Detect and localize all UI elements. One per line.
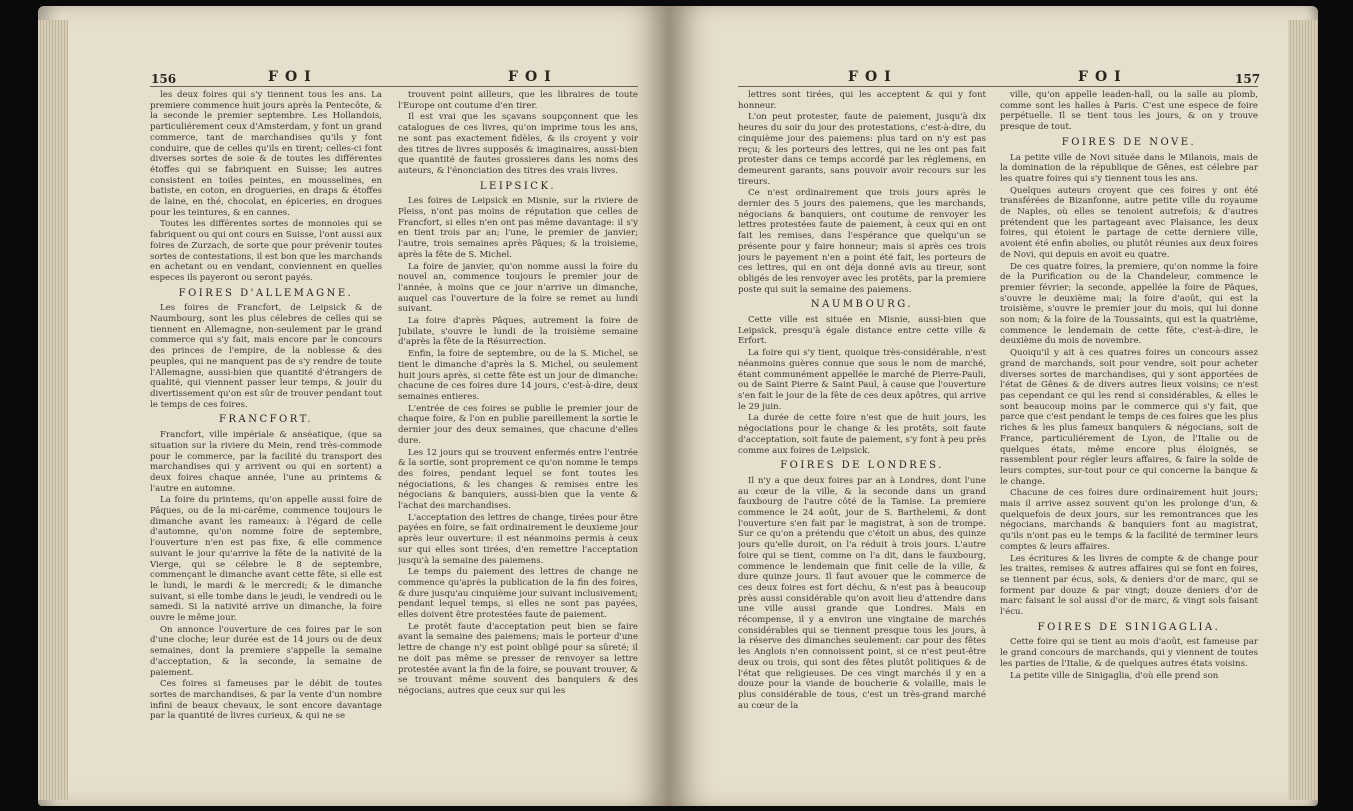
paragraph: La foire de janvier, qu'on nomme aussi la foire du nouvel an, commence toujours le premier jour de l'année, à moins que ce jour n'arrive un dimanche, auquel cas l'ouverture de la foire se remet au lundi suivant. — [398, 261, 638, 315]
section-heading: LEIPSICK. — [479, 180, 557, 192]
paragraph: La foire d'après Pâques, autrement la foire de Jubilate, s'ouvre le lundi de la troisième semaine d'après la fête de la Résurrection. — [398, 316, 638, 348]
paragraph: La petite ville de Novi située dans le Milanois, mais de la domination de la république de Gênes, est célebre par les quatre foires qui s'y tiennent tous les ans. — [1000, 152, 1258, 184]
paragraph: Les foires de Leipsick en Misnie, sur la riviere de Pleiss, n'ont pas moins de réputation que celles de Francfort, si elles n'en ont pas même davantage: il s'y en tient trois par an; l'une, le premier de janvier; l'autre, trois semaines après Pâques; & la troisieme, après la fête de S. Michel. — [398, 196, 638, 260]
text-column — [1000, 90, 1258, 780]
paragraph: Ce n'est ordinairement que trois jours après le dernier des 5 jours des paiemens, que les marchands, négocians & banquiers, ont coutume de renvoyer les lettres protestées faute de paiement, à ceux qui en ont fait les remises, dans l'espérance que quelqu'un se présente pour y faire honneur; mais si après ces trois jours le payement n'en a point été fait, les porteurs de ces lettres, qui en ont déja donné avis au tireur, sont obligés de les renvoyer avec les protêts, par la premiere poste qui suit la semaine des paiemens. — [738, 188, 986, 295]
section-heading: FRANCFORT. — [219, 414, 313, 426]
open-book — [38, 6, 1318, 806]
text-column — [738, 90, 986, 780]
paragraph: Il n'y a que deux foires par an à Londres, dont l'une au cœur de la ville, & la seconde dans un grand fauxbourg de l'autre côté de la Tamise. La premiere commence le 24 août, jour de S. Barthelemi, & dont l'ouverture s'en fait par le magistrat, à son de trompe. Sur ce qu'on a prétendu que c'étoit un abus, des quinze jours qu'elle duroit, on l'a réduit à trois jours. L'autre foire qui se tient, comme on l'a dit, dans le fauxbourg, commence le lendemain que finit celle de la ville, & dure quinze jours. Il faut avouer que le commerce de ces deux foires est fort déchu, & n'est pas à beaucoup près aussi considérable qu'on avoit lieu d'attendre dans une ville aussi grande que Londres. Mais en récompense, il y a environ une vingtaine de marchés considérables qui se tiennent presque tous les jours, à la réserve des dimanches seulement: car pour des fêtes les Anglois n'en connoissent point, si ce n'est peut-être deux ou trois, qui sont des fêtes plutôt politiques & de l'état que religieuses. De ces vingt marchés il y en a douze pour la viande de boucherie & volaille, mais le plus considérable de tous, c'est un très-grand marché au cœur de la — [738, 475, 986, 711]
page-number: 157 — [1235, 72, 1261, 86]
text-column — [150, 90, 382, 780]
paragraph: La petite ville de Sinigaglia, d'où elle prend son — [1010, 670, 1219, 681]
right-page — [670, 6, 1318, 806]
section-heading: FOIRES DE LONDRES. — [780, 460, 944, 472]
header-rule — [738, 86, 1258, 87]
running-header: FOI — [508, 69, 558, 85]
paragraph: Les 12 jours qui se trouvent enfermés entre l'entrée & la sortie, sont proprement ce qu'on nomme le temps des foires, pendant lequel se font toutes les négociations, & les changes & remises entre les négocians & banquiers, aussi-bien que la vente & l'achat des marchandises. — [398, 447, 638, 512]
paragraph: Le protêt faute d'acceptation peut bien se faire avant la semaine des paiemens; mais le porteur d'une lettre de change n'y est point obligé pour sa sûreté; il ne doit pas même se presser de renvoyer sa lettre protestée avant la fin de la foire, se pouvant trouver, & se trouvant même souvent des banquiers & des négocians, autres que ceux sur qui les — [398, 621, 638, 696]
page-number: 156 — [151, 72, 177, 86]
paragraph: Ces foires si fameuses par le débit de toutes sortes de marchandises, & par la vente d'un nombre infini de beaux chevaux, le sont encore davantage par la quantité de livres curieux, & qui ne se — [150, 679, 382, 722]
right-page-edges — [1288, 20, 1318, 800]
paragraph: L'acceptation des lettres de change, tirées pour être payées en foire, se fait ordinairement le deuxieme jour après leur ouverture: il est néanmoins permis à ceux sur qui elles sont tirées, d'en remettre l'acceptation jusqu'à la semaine des paiemens. — [398, 512, 638, 566]
paragraph: De ces quatre foires, la premiere, qu'on nomme la foire de la Purification ou de la Chandeleur, commence le premier février; la seconde, appellée la foire de Pâques, s'ouvre le deuxième mai; la foire d'août, qui est la troisième, s'ouvre le premier jour du mois, qui lui donne son nom; & la foire de la Toussaints, qui est la quatrième, commence le lendemain de cette fête, c'est-à-dire, le deuxième du mois de novembre. — [1000, 261, 1258, 347]
paragraph: L'entrée de ces foires se publie le premier jour de chaque foire, & l'on en publie pareillement la sortie le dernier jour des deux semaines, que chacune d'elles dure. — [398, 403, 638, 446]
paragraph: lettres sont tirées, qui les acceptent & qui y font honneur. — [738, 90, 986, 111]
text-column — [398, 90, 638, 780]
paragraph: La foire qui s'y tient, quoique très-considérable, n'est néanmoins guères connue que sous le nom de marché, étant communément appellée le marché de Pierre-Pauli, ou de Saint Pierre & Saint Paul, à cause que l'ouverture s'en fait le jour de la fête de ces deux apôtres, qui arrive le 29 juin. — [738, 348, 986, 412]
paragraph: Les foires de Francfort, de Leipsick & de Naumbourg, sont les plus célebres de celles qui se tiennent en Allemagne, non-seulement par le grand commerce qui s'y fait, mais encore par le concours des princes de l'empire, de la noblesse & des peuples, qui ne manquent pas de s'y rendre de toute l'Allemagne, aussi-bien que quantité d'étrangers de qualité, qui viennent passer leur temps, & jouir du divertissement qu'on est sûr de trouver pendant tout le temps de ces foires. — [150, 303, 382, 410]
header-rule — [150, 86, 638, 87]
paragraph: les deux foires qui s'y tiennent tous les ans. La premiere commence huit jours après la Pentecôte, & la seconde le premier septembre. Les Hollandois, particuliérement ceux d'Amsterdam, y font un grand commerce, tant de marchandises qu'ils y font conduire, que de celles qu'ils en tirent; celles-ci font diverses sortes de soie & de toutes les différentes étoffes qui se fabriquent en Suisse; les autres consistent en toiles peintes, en mousselines, en batiste, en coton, en drogueries, en draps & étoffes de laine, en thé, chocolat, en épiceries, en drogues pour les teintures, & en cannes. — [150, 90, 382, 218]
paragraph: Les écritures & les livres de compte & de change pour les traites, remises & autres affaires qui se font en foires, se tiennent par écus, sols, & deniers d'or de marc, qui se forment par douze & par vingt; douze deniers d'or de marc faisant le sol aussi d'or de marc, & vingt sols faisant l'écu. — [1000, 553, 1258, 618]
running-header: FOI — [1078, 69, 1128, 85]
paragraph: Quoiqu'il y ait à ces quatres foires un concours assez grand de marchands, soit pour vendre, soit pour acheter diverses sortes de marchandises, qui y sont apportées de l'état de Gênes & de divers autres lieux voisins; ce n'est pas cependant ce qui les rend si considérables, & elles le sont beaucoup moins par le commerce qui s'y fait, que parce que c'est pendant le temps de ces foires que les plus riches & les plus fameux banquiers & négocians, soit de France, particuliérement de Lyon, de l'Italie ou de quelques états, même encore plus éloignés, se rassemblent pour régler leurs affaires, & faire la solde de leurs comptes, sur-tout pour ce qui concerne la banque & le change. — [1000, 348, 1258, 487]
left-page — [38, 6, 670, 806]
paragraph: Le temps du paiement des lettres de change ne commence qu'après la publication de la fin des foires, & dure jusqu'au cinquième jour suivant inclusivement; pendant lequel temps, si elles ne sont pas payées, elles doivent être protestées faute de paiement. — [398, 567, 638, 621]
paragraph: trouvent point ailleurs, que les libraires de toute l'Europe ont coutume d'en tirer. — [398, 90, 638, 111]
section-heading: FOIRES DE NOVE. — [1061, 136, 1197, 148]
section-heading: FOIRES DE SINIGAGLIA. — [1037, 621, 1221, 633]
section-heading: NAUMBOURG. — [810, 299, 914, 311]
paragraph: La foire du printems, qu'on appelle aussi foire de Pâques, ou de la mi-carême, commence toujours le dimanche avant les rameaux: à l'égard de celle d'automne, qu'on nomme foire de septembre, l'ouverture n'en est pas fixe, & elle commence suivant le jour qu'arrive la fête de la nativité de la Vierge, qui se célebre le 8 de septembre, commençant le dimanche avant cette fête, si elle est le lundi, le mardi & le mercredi; & le dimanche suivant, si elle tombe dans le jeudi, le vendredi ou le samedi. Si la nativité arrive un dimanche, la foire ouvre le même jour. — [150, 495, 382, 624]
paragraph: Cette ville est située en Misnie, aussi-bien que Leipsick, presqu'à égale distance entre cette ville & Erfort. — [738, 315, 986, 347]
paragraph: Cette foire qui se tient au mois d'août, est fameuse par le grand concours de marchands, qui y viennent de toutes les parties de l'Italie, & de quelques autres états voisins. — [1000, 637, 1258, 669]
paragraph: La durée de cette foire n'est que de huit jours, les négociations pour le change & les protêts, soit faute d'acceptation, soit faute de paiement, s'y font à peu près comme aux foires de Leipsick. — [738, 413, 986, 456]
section-heading: FOIRES D'ALLEMAGNE. — [178, 287, 354, 299]
paragraph: Quelques auteurs croyent que ces foires y ont été transférées de Bizanfonne, autre petite ville du royaume de Naples, où elles se tenoient autrefois; & d'autres prétendent que les partageant avec Plaisance, les deux foires, qui étoient le partage de cette derniere ville, avoient été enfin abolies, ou plutôt réunies aux deux foires de Novi, qui depuis en avoit eu quatre. — [1000, 185, 1258, 260]
paragraph: On annonce l'ouverture de ces foires par le son d'une cloche; leur durée est de 14 jours ou de deux semaines, dont la premiere s'appelle la semaine d'acceptation, & la seconde, la semaine de paiement. — [150, 624, 382, 678]
running-header: FOI — [268, 69, 318, 85]
running-header: FOI — [848, 69, 898, 85]
paragraph: ville, qu'on appelle leaden-hall, ou la salle au plomb, comme sont les halles à Paris. C'est une espece de foire perpétuelle. Il se tient tous les jours, & on y trouve presque de tout. — [1000, 90, 1258, 133]
paragraph: Il est vrai que les sçavans soupçonnent que les catalogues de ces livres, qu'on imprime tous les ans, ne sont pas exactement fidèles, & ils croyent y voir des titres de livres supposés & imaginaires, aussi-bien que quantité de fautes grossieres dans les noms des auteurs, & l'énonciation des titres des vrais livres. — [398, 112, 638, 176]
paragraph: Chacune de ces foires dure ordinairement huit jours; mais il arrive assez souvent qu'on les prolonge d'un, & quelquefois de deux jours, sur les remontrances que les négocians, marchands & banquiers font au magistrat, qu'ils n'ont pas eu le temps & la facilité de terminer leurs comptes & leurs affaires. — [1000, 488, 1258, 552]
paragraph: Francfort, ville impériale & anséatique, (que sa situation sur la riviere du Mein, rend très-commode pour le commerce, par la facilité du transport des marchandises qui y arrivent ou qui en sortent) a deux foires chaque année, l'une au printems & l'autre en automne. — [150, 430, 382, 494]
paragraph: Toutes les différentes sortes de monnoies qui se fabriquent ou qui ont cours en Suisse, l'ont aussi aux foires de Zurzach, de sorte que pour prévenir toutes sortes de contestations, il est bon que les marchands en achetant ou en vendant, conviennent en quelles especes ils payeront ou seront payés. — [150, 219, 382, 283]
paragraph: Enfin, la foire de septembre, ou de la S. Michel, se tient le dimanche d'après la S. Michel, ou seulement huit jours après, si cette fête est un jour de dimanche: chacune de ces foires dure 14 jours, c'est-à-dire, deux semaines entieres. — [398, 349, 638, 402]
left-page-edges — [38, 20, 68, 800]
paragraph: L'on peut protester, faute de paiement, jusqu'à dix heures du soir du jour des protestations, c'est-à-dire, du cinquième jour des paiemens: plus tard on n'y est pas reçu; & les porteurs des lettres, qui ne les ont pas fait protester dans ce temps accordé par les réglemens, en demeurent garants, sans pouvoir avoir recours sur les tireurs. — [738, 112, 986, 187]
